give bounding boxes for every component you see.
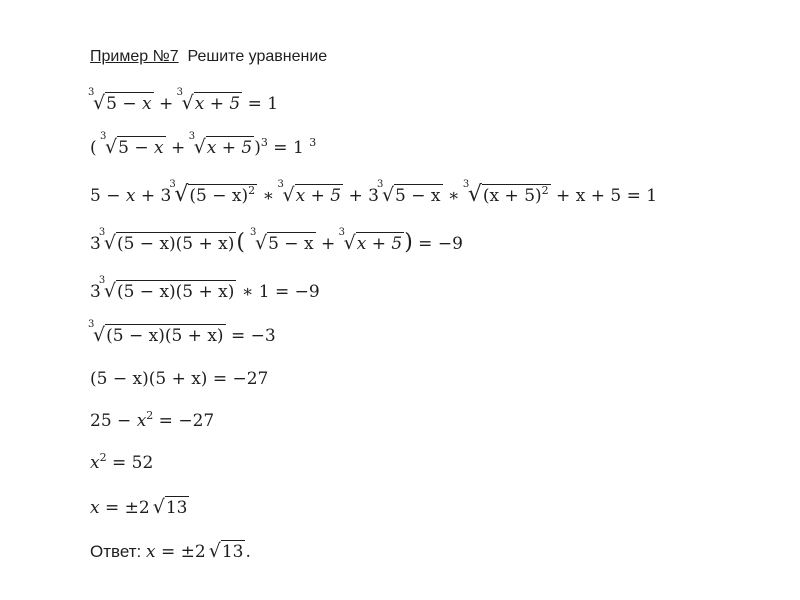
- task-header: [90, 46, 327, 68]
- square-root: √13: [152, 496, 188, 518]
- equation-step-8: $25 - x^2 = -27$: [90, 409, 215, 431]
- cube-root: 3 $√(x + 5)^2$: [462, 179, 549, 207]
- cube-root: 3 √(5 − x)(5 + x): [88, 319, 224, 346]
- equation-step-4: 3 3 √(5 − x)(5 + x)( 3 √5 − x + 3 √x + 5) = −9: [90, 227, 463, 255]
- cube-root: 3 √x + 5: [338, 227, 403, 254]
- task-instruction: Решите уравнение: [187, 48, 328, 65]
- cube-root: 3 √x + 5: [176, 87, 241, 114]
- equation-step-6: 3 √(5 − x)(5 + x) = −3: [88, 319, 276, 346]
- equation-step-7: (5 − x)(5 + x) = −27: [90, 369, 269, 389]
- cube-root: 3 √(5 − x)(5 + x): [98, 275, 235, 302]
- cube-root: 3 √x + 5: [277, 179, 342, 206]
- equation-step-2: ( 3 √5 − x + 3 √x + 5 )$^3$ = 1 $^3$: [90, 131, 317, 158]
- cube-root: 3 √5 − x: [249, 227, 314, 254]
- equation-step-5: 3 3 √(5 − x)(5 + x) ∗ 1 = −9: [90, 275, 320, 302]
- cube-root: 3 √(5 − x)(5 + x): [98, 227, 235, 254]
- cube-root: 3 √5 − x: [88, 87, 152, 114]
- equation-step-1: 3 √5 − x + 3 √x + 5 = 1: [88, 87, 279, 114]
- cube-root: 3 √5 − x: [376, 179, 441, 206]
- equation-step-9: $x^2 = 52$: [90, 451, 154, 473]
- example-number: Пример №7: [90, 48, 179, 65]
- cube-root: 3 √5 − x: [100, 131, 164, 158]
- equation-step-3: 5 − x + 3 3 $√(5 - x)^2$ ∗ 3 √x + 5 + 3 3 √5 − x ∗ 3 $√(x + 5)^2 + x + 5 = 1$: [90, 179, 658, 207]
- answer-label: Ответ:: [90, 542, 146, 561]
- cube-root: 3 $√(5 - x)^2$: [169, 179, 256, 207]
- cube-root: 3 √x + 5: [188, 131, 253, 158]
- answer-line: Ответ: x = ±2 √13 .: [90, 540, 251, 562]
- square-root: √13: [208, 540, 244, 562]
- equation-step-10: x = ±2 √13: [90, 496, 188, 518]
